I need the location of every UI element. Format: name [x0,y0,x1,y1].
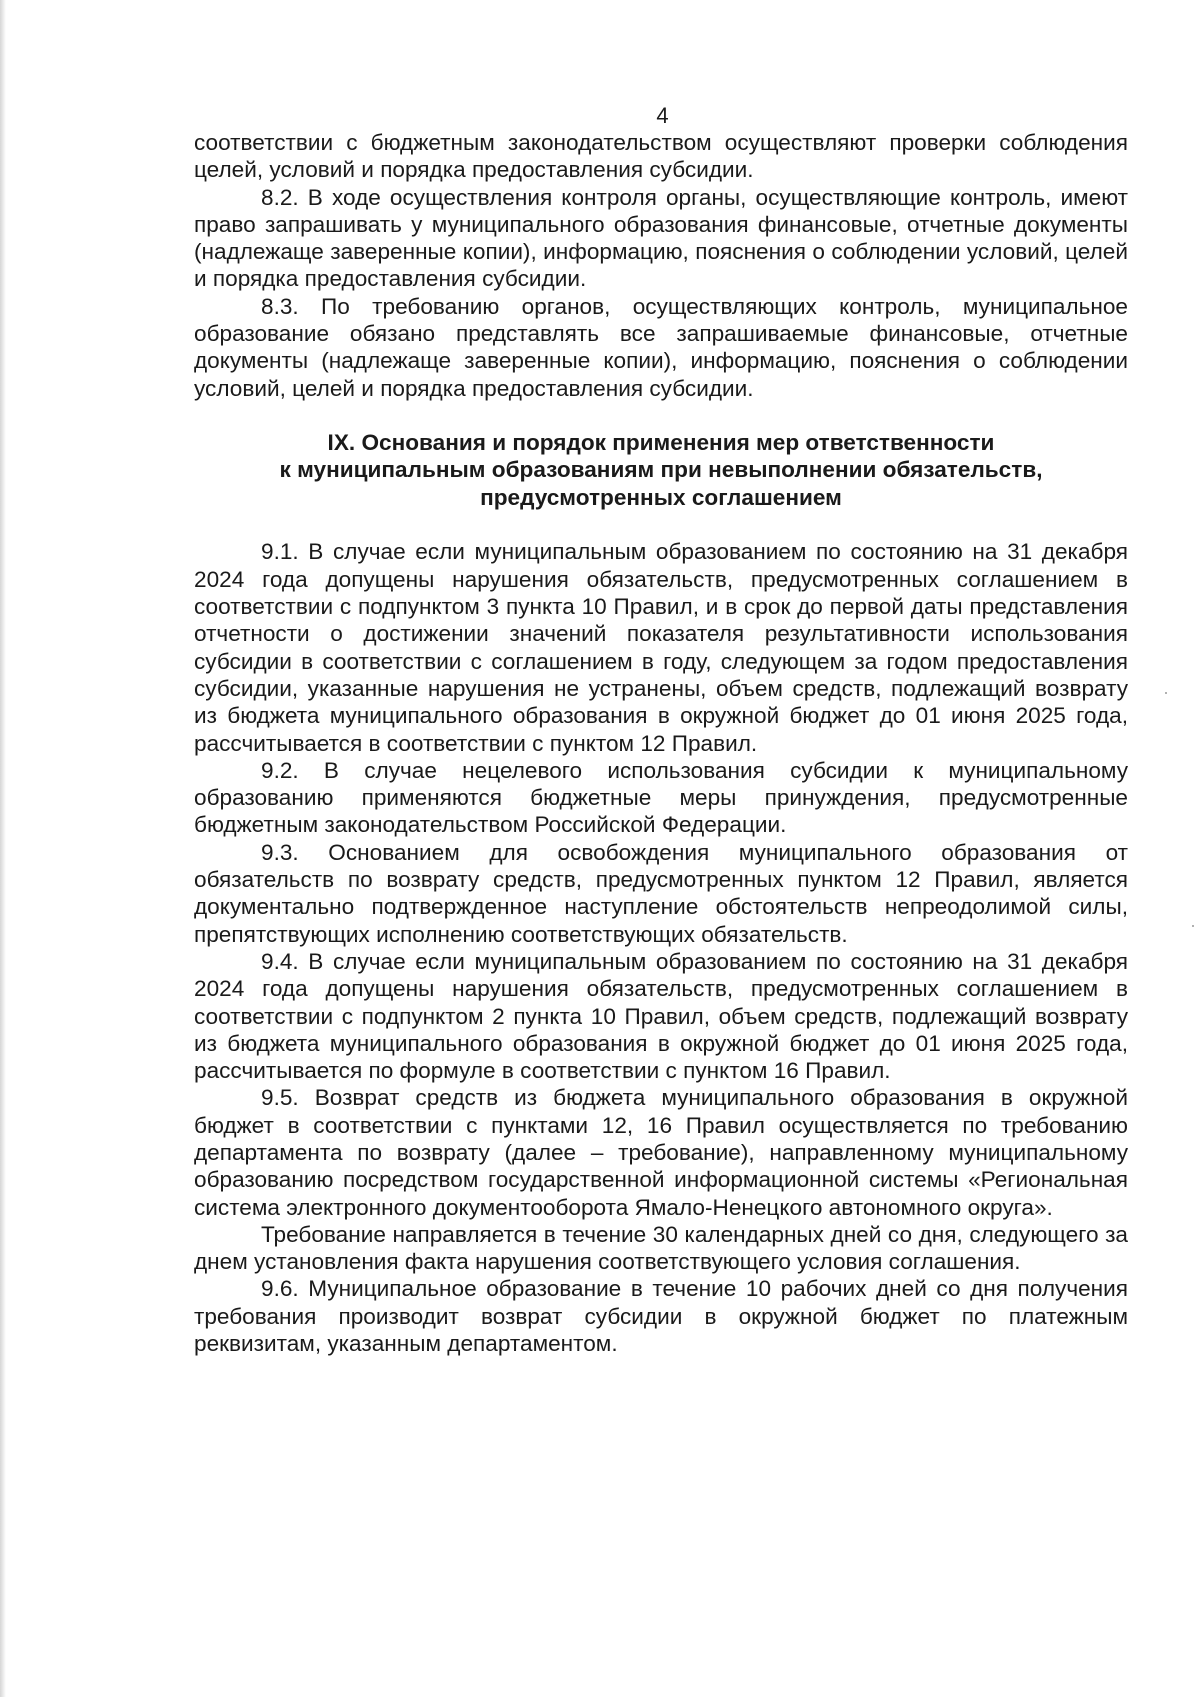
paragraph-9-4: 9.4. В случае если муниципальным образованием по состоянию на 31 декабря 2024 года допущены нарушения обязательств, предусмотренных соглашением в соответствии с подпунктом 2 пункта 10 Правил, объем средств, подлежащий возврату из бюджета муниципального образования в окружной бюджет до 01 июня 2025 года, рассчитывается по формуле в соответствии с пунктом 16 Правил. [194,948,1128,1084]
paragraph-9-1: 9.1. В случае если муниципальным образованием по состоянию на 31 декабря 2024 года допущены нарушения обязательств, предусмотренных соглашением в соответствии с подпунктом 3 пункта 10 Правил, и в срок до первой даты представления отчетности о достижении значений показателя результативности использования субсидии в соответствии с соглашением в году, следующем за годом предоставления субсидии, указанные нарушения не устранены, объем средств, подлежащий возврату из бюджета муниципального образования в окружной бюджет до 01 июня 2025 года, рассчитывается в соответствии с пунктом 12 Правил. [194,539,1128,756]
section-heading-line-2: к муниципальным образованиям при невыполнении обязательств, [279,457,1043,483]
paragraph-9-6: 9.6. Муниципальное образование в течение 10 рабочих дней со дня получения требования производит возврат субсидии в окружной бюджет по платежным реквизитам, указанным департаментом. [194,1276,1128,1357]
section-heading-line-1: IX. Основания и порядок применения мер ответственности [327,429,995,455]
paragraph-8-1-continuation: соответствии с бюджетным законодательством осуществляют проверки соблюдения целей, условий и порядка предоставления субсидии. [194,130,1128,183]
document-body [194,129,1128,1357]
page-number: 4 [656,103,669,128]
paragraph-8-3: 8.3. По требованию органов, осуществляющих контроль, муниципальное образование обязано представлять все запрашиваемые финансовые, отчетные документы (надлежаще заверенные копии), информацию, пояснения о соблюдении условий, целей и порядка предоставления субсидии. [194,293,1128,401]
section-heading [194,429,1128,512]
paragraph-8-2: 8.2. В ходе осуществления контроля органы, осуществляющие контроль, имеют право запрашивать у муниципального образования финансовые, отчетные документы (надлежаще заверенные копии), информацию, пояснения о соблюдении условий, целей и порядка предоставления субсидии. [194,184,1128,292]
scan-speck [1165,692,1167,694]
paragraph-9-2: 9.2. В случае нецелевого использования субсидии к муниципальному образованию применяются бюджетные меры принуждения, предусмотренные бюджетным законодательством Российской Федерации. [194,757,1128,838]
paragraph-9-5-requirement: Требование направляется в течение 30 календарных дней со дня, следующего за днем установления факта нарушения соответствующего условия соглашения. [194,1221,1128,1275]
scan-speck [1192,925,1194,927]
paragraph-9-3: 9.3. Основанием для освобождения муниципального образования от обязательств по возврату средств, предусмотренных пунктом 12 Правил, является документально подтвержденное наступление обстоятельств непреодолимой силы, препятствующих исполнению соответствующих обязательств. [194,839,1128,947]
page-edge-shadow [0,0,6,1697]
section-heading-line-3: предусмотренных соглашением [480,484,842,510]
paragraph-9-5: 9.5. Возврат средств из бюджета муниципального образования в окружной бюджет в соответствии с пунктами 12, 16 Правил осуществляется по требованию департамента по возврату (далее – требование), направленному муниципальному образованию посредством государственной информационной системы «Региональная система электронного документооборота Ямало-Ненецкого автономного округа». [194,1085,1128,1220]
